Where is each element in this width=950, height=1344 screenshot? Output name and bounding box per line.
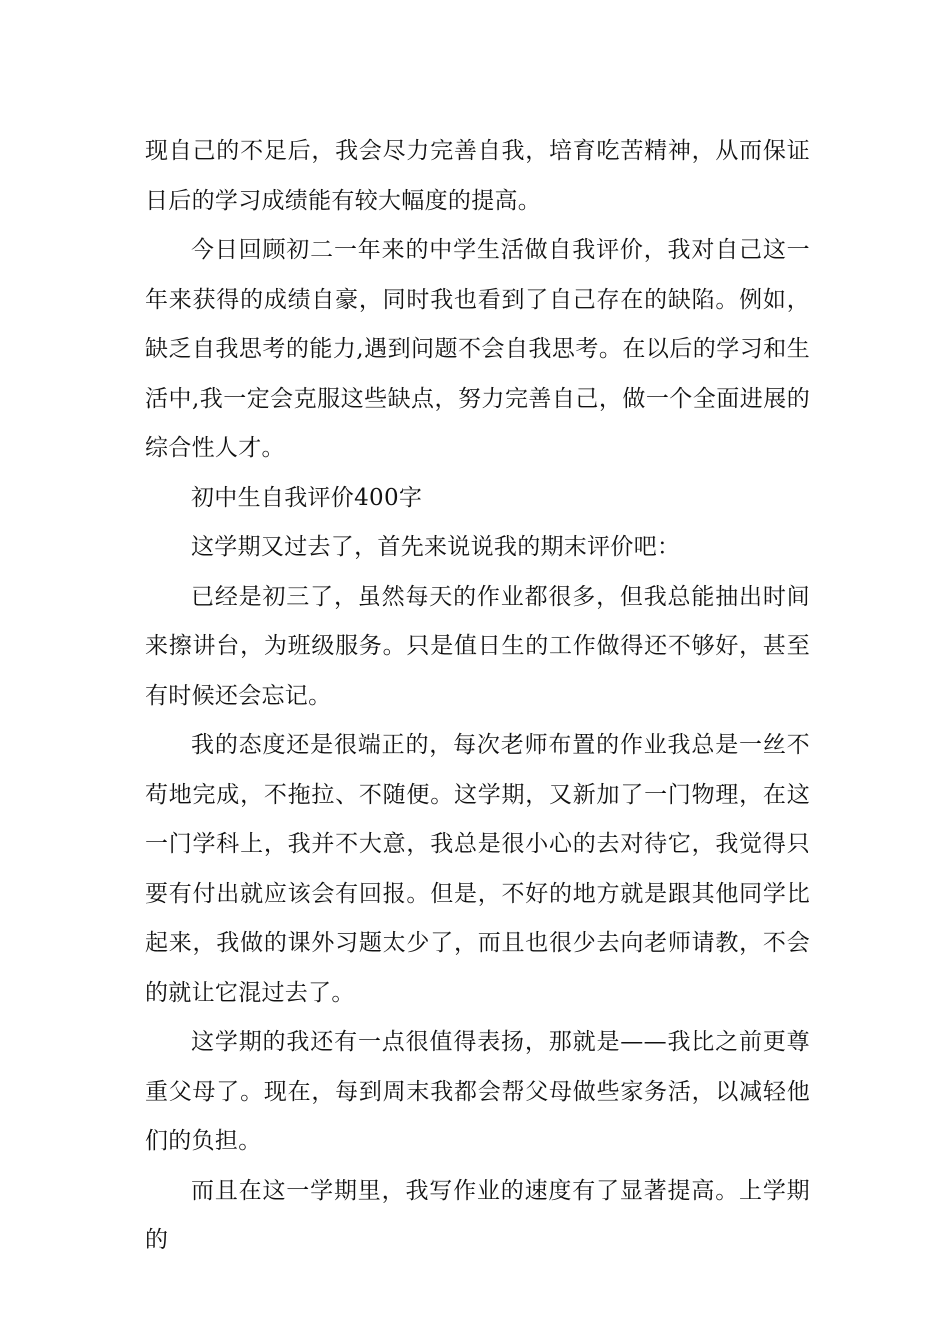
paragraph-review: 今日回顾初二一年来的中学生活做自我评价，我对自己这一年来获得的成绩自豪，同时我也看到了自己存在的缺陷。例如，缺乏自我思考的能力,遇到问题不会自我思考。在以后的学习和生活中,我一定会克服这些缺点，努力完善自己，做一个全面进展的综合性人才。 (145, 237, 810, 461)
paragraph-parents: 这学期的我还有一点很值得表扬，那就是——我比之前更尊重父母了。现在，每到周末我都会帮父母做些家务活，以减轻他们的负担。 (145, 1029, 810, 1154)
paragraph-duty: 已经是初三了，虽然每天的作业都很多，但我总能抽出时间来擦讲台，为班级服务。只是值日生的工作做得还不够好，甚至有时候还会忘记。 (145, 583, 810, 709)
paragraph-homework-speed: 而且在这一学期里，我写作业的速度有了显著提高。上学期的 (145, 1177, 810, 1253)
paragraph-intro: 这学期又过去了，首先来说说我的期末评价吧： (191, 534, 681, 560)
document-body (145, 127, 810, 1266)
section-heading: 初中生自我评价400字 (191, 484, 423, 511)
paragraph-attitude: 我的态度还是很端正的，每次老师布置的作业我总是一丝不苟地完成，不拖拉、不随便。这学期，又新加了一门物理，在这一门学科上，我并不大意，我总是很小心的去对待它，我觉得只要有付出就应该会有回报。但是，不好的地方就是跟其他同学比起来，我做的课外习题太少了，而且也很少去向老师请教，不会的就让它混过去了。 (145, 732, 810, 1006)
paragraph-continuation: 现自己的不足后，我会尽力完善自我，培育吃苦精神，从而保证日后的学习成绩能有较大幅度的提高。 (145, 138, 810, 214)
